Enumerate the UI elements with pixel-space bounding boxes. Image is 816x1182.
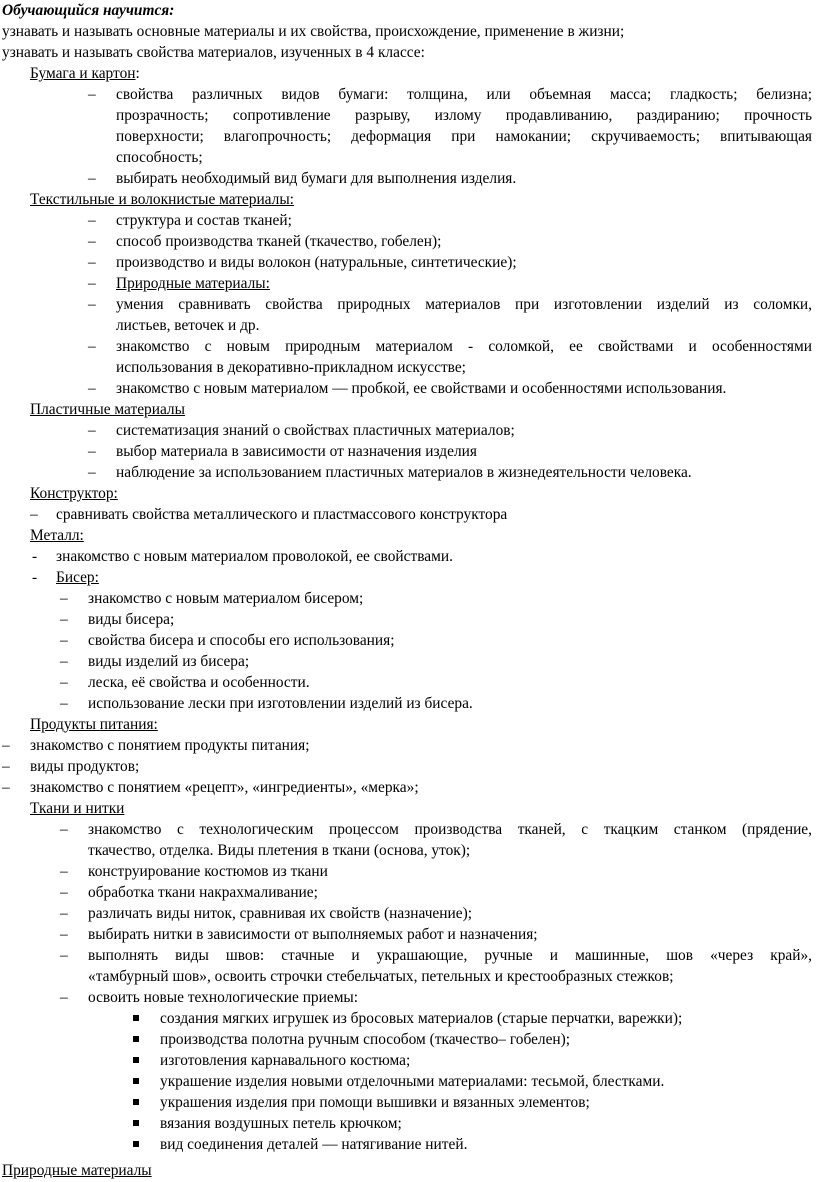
section-heading-constructor: Конструктор: [30,485,118,502]
sub-list-item: вид соединения деталей — натягивание нитей. [160,1136,468,1153]
list-bullet: – [60,821,68,838]
list-bullet: – [60,989,68,1006]
sub-list-item: вязания воздушных петель крючком; [160,1115,402,1132]
list-item-cont: поверхности; влагопрочность; деформация при намокании; скручиваемость; впитывающая [116,128,812,145]
list-item: знакомство с технологическим процессом производства тканей, с ткацким станком (прядение, [88,821,812,838]
list-bullet: – [88,212,96,229]
list-item-cont: использования в декоративно-прикладном искусстве; [116,359,466,376]
list-bullet: – [30,506,38,523]
sub-list-item: изготовления карнавального костюма; [160,1052,411,1069]
list-item: знакомство с новым природным материалом - соломкой, ее свойствами и особенностями [116,338,812,355]
sub-list-item: украшение изделия новыми отделочными материалами: тесьмой, блестками. [160,1073,665,1090]
intro-line: узнавать и называть свойства материалов, изученных в 4 классе: [2,44,425,61]
list-item: сравнивать свойства металлического и пластмассового конструктора [56,506,508,523]
list-item-cont: способность; [116,149,203,166]
list-item-cont: «тамбурный шов», освоить строчки стебельчатых, петельных и крестообразных стежков; [88,968,674,985]
list-item-cont: ткачество, отделка. Виды плетения в ткани (основа, уток); [88,842,471,859]
list-bullet: – [60,611,68,628]
list-item: умения сравнивать свойства природных материалов при изготовлении изделий из соломки, [116,296,812,313]
square-bullet-icon [133,1036,139,1042]
square-bullet-icon [133,1120,139,1126]
list-item: выбирать нитки в зависимости от выполняемых работ и назначения; [88,926,538,943]
list-item: виды продуктов; [30,758,140,775]
list-item: выполнять виды швов: стачные и украшающие, ручные и машинные, шов «через край», [88,947,812,964]
list-item: виды изделий из бисера; [88,653,250,670]
list-item: свойства бисера и способы его использования; [88,632,395,649]
list-bullet: – [60,884,68,901]
section-heading-metal: Металл: [30,527,84,544]
list-bullet: – [60,632,68,649]
list-bullet: – [2,737,10,754]
list-bullet: – [60,695,68,712]
list-item: наблюдение за использованием пластичных материалов в жизнедеятельности человека. [116,464,692,481]
square-bullet-icon [133,1057,139,1063]
square-bullet-icon [133,1015,139,1021]
section-heading-plastic: Пластичные материалы [30,401,185,418]
list-bullet: – [60,653,68,670]
section-heading-natural-footer: Природные материалы [2,1162,152,1179]
list-bullet: – [88,338,96,355]
square-bullet-icon [133,1099,139,1105]
list-bullet: – [60,926,68,943]
list-item: систематизация знаний о свойствах пластичных материалов; [116,422,515,439]
sub-list-item: украшения изделия при помощи вышивки и вязанных элементов; [160,1094,590,1111]
list-bullet: – [88,296,96,313]
section-heading-beads: Бисер: [56,569,99,586]
list-item: производство и виды волокон (натуральные, синтетические); [116,254,517,271]
list-bullet: - [32,548,38,565]
list-bullet: – [2,779,10,796]
list-item-cont: листьев, веточек и др. [116,317,260,334]
list-bullet: – [88,464,96,481]
list-bullet: – [88,86,96,103]
list-item: знакомство с понятием «рецепт», «ингредиенты», «мерка»; [30,779,419,796]
list-item: выбор материала в зависимости от назначения изделия [116,443,477,460]
list-bullet: – [88,275,96,292]
list-item: освоить новые технологические приемы: [88,989,359,1006]
list-bullet: - [32,569,38,586]
list-bullet: – [60,905,68,922]
square-bullet-icon [133,1078,139,1084]
list-item: использование лески при изготовлении изделий из бисера. [88,695,473,712]
list-bullet: – [88,443,96,460]
list-bullet: – [2,758,10,775]
sub-list-item: создания мягких игрушек из бросовых материалов (старые перчатки, варежки); [160,1010,683,1027]
list-item: выбирать необходимый вид бумаги для выполнения изделия. [116,170,517,187]
section-heading-paper: Бумага и картон: [30,65,140,82]
list-item: знакомство с новым материалом проволокой, ее свойствами. [56,548,453,565]
list-item: различать виды ниток, сравнивая их свойств (назначение); [88,905,472,922]
list-item: леска, её свойства и особенности. [88,674,310,691]
list-bullet: – [60,863,68,880]
list-item: виды бисера; [88,611,175,628]
list-bullet: – [88,254,96,271]
section-heading-fabrics: Ткани и нитки [30,800,125,817]
square-bullet-icon [133,1141,139,1147]
section-heading-food: Продукты питания: [30,716,158,733]
list-item: свойства различных видов бумаги: толщина, или объемная масса; гладкость; белизна; [116,86,812,103]
list-bullet: – [88,233,96,250]
subsection-heading-natural: Природные материалы: [116,275,270,292]
page-title: Обучающийся научится: [2,2,175,19]
list-item: способ производства тканей (ткачество, гобелен); [116,233,442,250]
intro-line: узнавать и называть основные материалы и их свойства, происхождение, применение в жизни; [2,23,625,40]
list-bullet: – [88,380,96,397]
section-heading-textile: Текстильные и волокнистые материалы: [30,191,294,208]
list-bullet: – [88,170,96,187]
list-bullet: – [88,422,96,439]
list-item: знакомство с новым материалом бисером; [88,590,364,607]
list-item-cont: прозрачность; сопротивление разрыву, излому продавливанию, раздиранию; прочность [116,107,812,124]
list-item: знакомство с понятием продукты питания; [30,737,310,754]
list-item: обработка ткани накрахмаливание; [88,884,318,901]
list-item: структура и состав тканей; [116,212,292,229]
list-bullet: – [60,947,68,964]
sub-list-item: производства полотна ручным способом (ткачество– гобелен); [160,1031,571,1048]
list-item: конструирование костюмов из ткани [88,863,328,880]
list-bullet: – [60,674,68,691]
list-bullet: – [60,590,68,607]
list-item: знакомство с новым материалом — пробкой, ее свойствами и особенностями использования. [116,380,727,397]
